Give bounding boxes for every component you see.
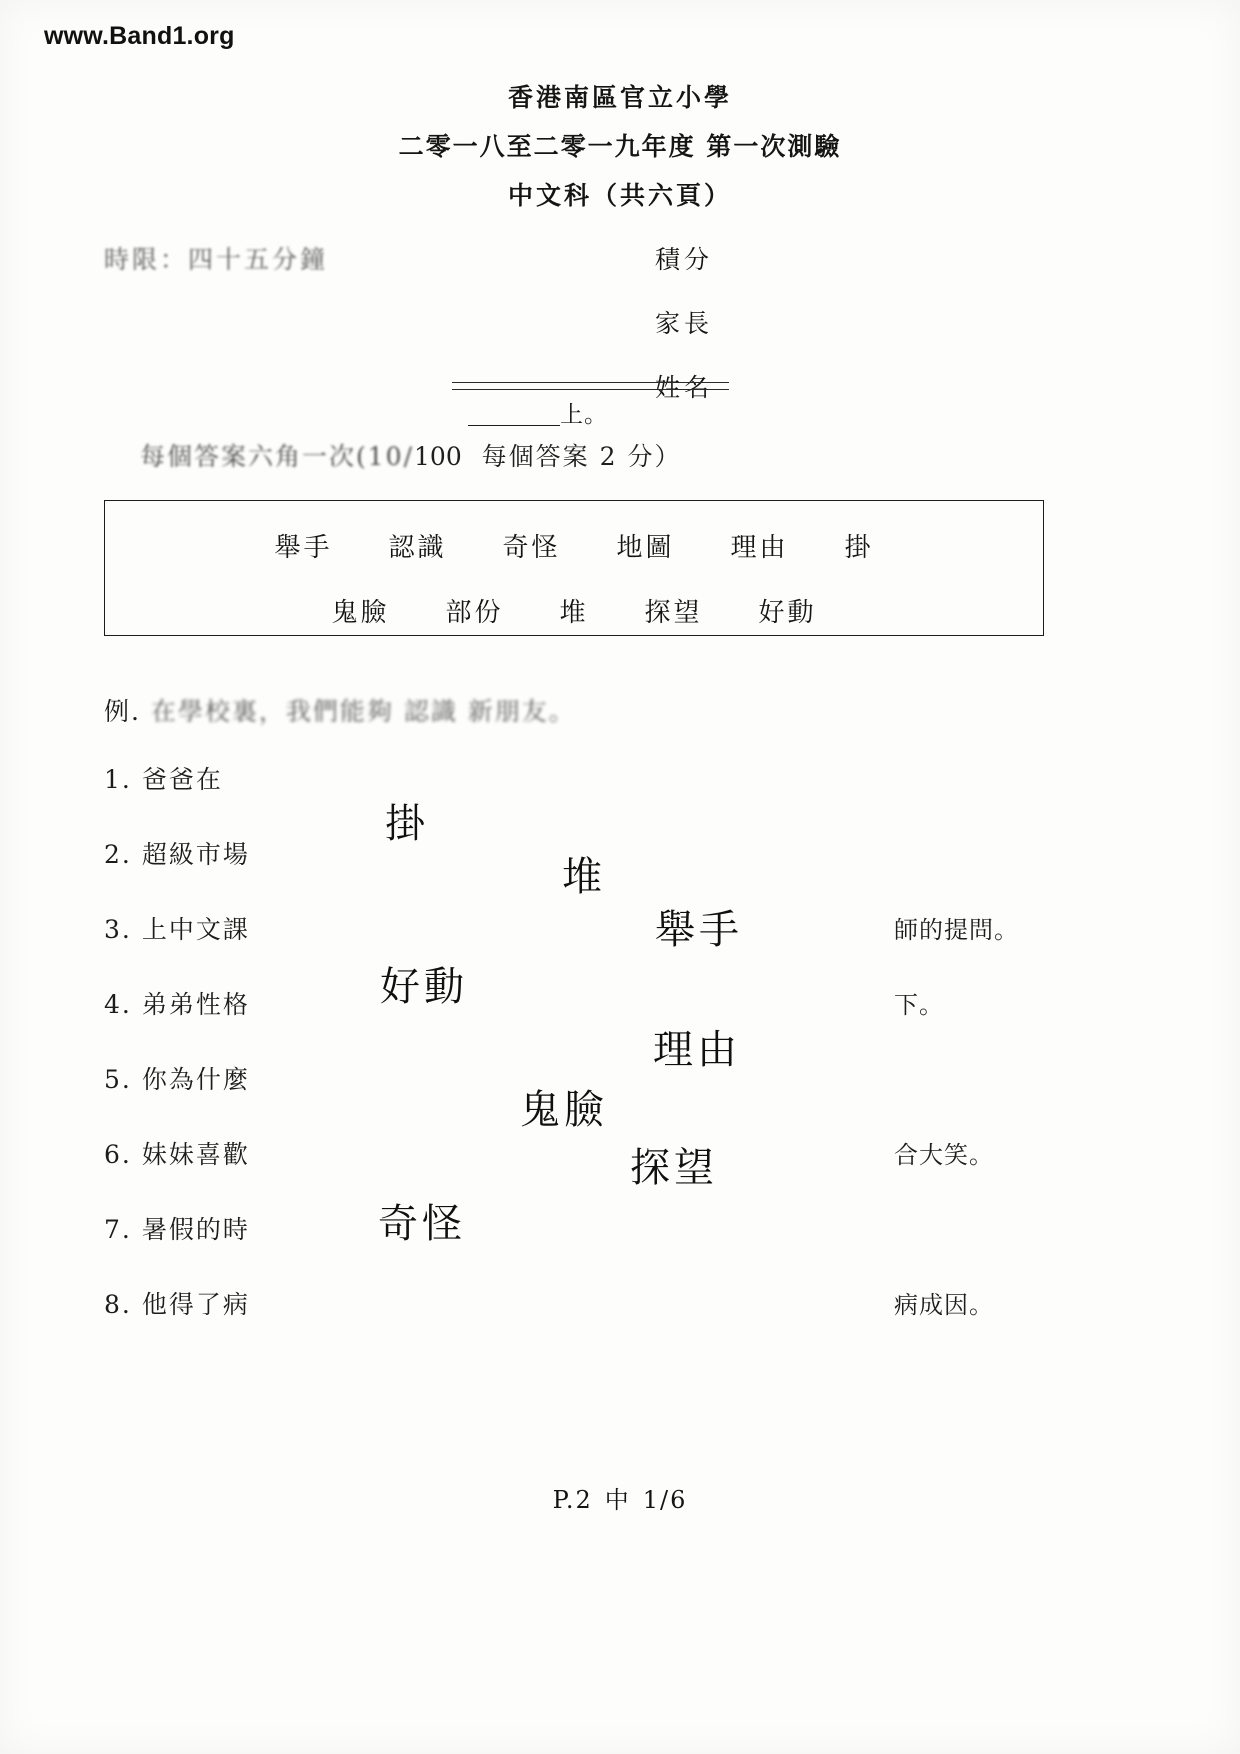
question-number: 3. [104,915,132,944]
site-watermark: www.Band1.org [44,22,235,50]
instruction-line-2 [140,437,681,473]
instruction-1-prefix [300,396,468,429]
student-name-label: 姓名 [655,373,714,402]
word-bank-box [104,500,1044,636]
question-stem: 上中文課 [141,915,250,944]
question-stem: 暑假的時 [141,1215,250,1244]
instruction-2-prefix: 每個答案六角 [140,442,303,471]
question-row [104,1285,1104,1360]
word-bank-item: 奇怪 [502,533,561,563]
question-number: 8. [104,1290,132,1319]
page-footer [0,1480,1240,1515]
parent-label: 家長 [655,309,714,338]
word-bank-item: 地圖 [616,533,675,563]
example-line [104,692,576,728]
word-bank-item: 鬼臉 [331,598,390,628]
question-stem: 他得了病 [141,1290,250,1319]
word-bank-item: 部份 [445,598,504,628]
answer-word: 掛 [385,801,429,847]
instruction-2-suffix: 每個答案 2 分） [481,442,682,471]
score-label: 積分 [655,245,714,274]
question-number: 4. [104,990,132,1019]
answer-word: 好動 [380,964,468,1010]
answer-word: 探望 [630,1145,718,1191]
question-number: 7. [104,1215,132,1244]
question-number: 1. [104,765,132,794]
question-row [104,1210,1104,1285]
subject-title: 中文科（共六頁） [507,181,732,210]
footer-subject: 中 [604,1486,631,1514]
question-row [104,1135,1104,1210]
question-stem: 你為什麼 [141,1065,250,1094]
question-row [104,985,1104,1060]
word-bank-item: 舉手 [274,533,333,563]
footer-pagination: 1/6 [642,1486,688,1514]
exam-title: 二零一八至二零一九年度 第一次測驗 [398,132,842,161]
word-bank-item: 堆 [559,598,589,628]
answer-word: 奇怪 [378,1201,466,1247]
word-bank-item: 認識 [388,533,447,563]
question-stem: 超級市場 [141,840,250,869]
word-bank-item: 理由 [730,533,789,563]
question-tail: 下。 [894,991,944,1019]
question-tail: 師的提問。 [894,916,1019,944]
answer-word: 舉手 [655,907,743,953]
instruction-2-score: 100 [414,442,462,471]
time-limit-label: 時限：四十五分鐘 [104,245,329,274]
question-number: 2. [104,840,132,869]
question-stem: 爸爸在 [141,765,223,794]
example-text: 在學校裏，我們能夠 認識 新朋友。 [150,697,576,726]
question-row [104,760,1104,835]
divider-line-bottom [452,389,729,390]
answer-word: 堆 [562,854,606,900]
answer-word: 鬼臉 [520,1087,608,1133]
question-number: 5. [104,1065,132,1094]
question-stem: 妹妹喜歡 [141,1140,250,1169]
question-row [104,910,1104,985]
question-number: 6. [104,1140,132,1169]
footer-page-label: P.2 [552,1486,593,1514]
question-tail: 病成因。 [894,1291,994,1319]
word-bank-item: 掛 [844,533,874,563]
word-bank-item: 探望 [644,598,703,628]
exam-header [0,78,1240,225]
answer-blank [468,425,560,426]
word-bank-item: 好動 [758,598,817,628]
divider-line-top [452,382,729,383]
instruction-line-1 [300,396,608,429]
word-bank-row-1 [105,527,1043,564]
school-name: 香港南區官立小學 [507,83,732,112]
answer-word: 理由 [653,1027,741,1073]
word-bank-row-2 [105,592,1043,629]
example-label: 例. [104,697,141,726]
instruction-2-mid: 一次(10/ [302,442,415,471]
question-stem: 弟弟性格 [141,990,250,1019]
instruction-1-suffix: 上。 [560,402,608,428]
question-tail: 合大笑。 [894,1141,994,1169]
marks-info-block [655,240,735,432]
